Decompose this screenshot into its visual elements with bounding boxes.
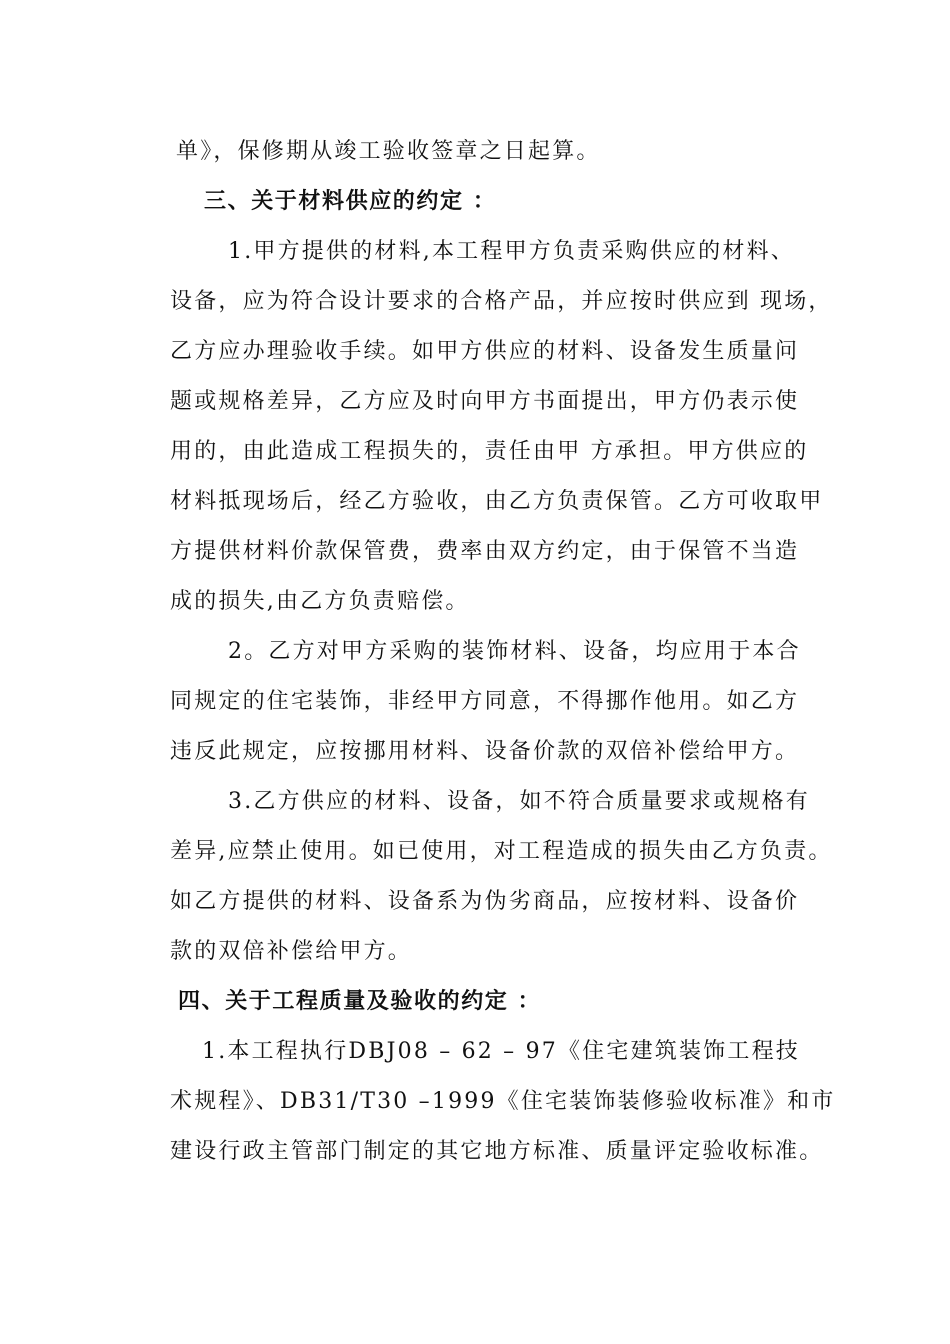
paragraph-3-2-line-1: 2。乙方对甲方采购的装饰材料、设备，均应用于本合 — [228, 639, 801, 664]
section-heading-4: 四、关于工程质量及验收的约定 ： — [178, 989, 542, 1014]
paragraph-3-1-line-7: 方提供材料价款保管费，费率由双方约定，由于保管不当造 — [170, 539, 800, 564]
paragraph-4-1-line-2: 术规程》、DB31/T30 –1999《住宅装饰装修验收标准》和市 — [170, 1089, 836, 1114]
paragraph-3-3-line-2: 差异,应禁止使用。如已使用，对工程造成的损失由乙方负责。 — [170, 839, 833, 864]
paragraph-3-3-line-1: 3.乙方供应的材料、设备，如不符合质量要求或规格有 — [228, 789, 810, 814]
paragraph-3-3-line-4: 款的双倍补偿给甲方。 — [170, 939, 413, 964]
paragraph-3-1-line-1: 1.甲方提供的材料,本工程甲方负责采购供应的材料、 — [228, 239, 795, 264]
section-heading-3: 三、关于材料供应的约定 ： — [204, 189, 497, 214]
paragraph-3-1-line-6: 材料抵现场后，经乙方验收，由乙方负责保管。乙方可收取甲 — [170, 489, 824, 514]
paragraph-3-1-line-8: 成的损失,由乙方负责赔偿。 — [170, 589, 470, 614]
text-line-1: 单》，保修期从竣工验收签章之日起算。 — [176, 139, 601, 164]
paragraph-4-1-line-3: 建设行政主管部门制定的其它地方标准、质量评定验收标准。 — [170, 1139, 824, 1164]
paragraph-3-1-line-2: 设备，应为符合设计要求的合格产品，并应按时供应到 现场， — [170, 289, 833, 314]
paragraph-3-2-line-3: 违反此规定，应按挪用材料、设备价款的双倍补偿给甲方。 — [170, 739, 800, 764]
paragraph-3-1-line-3: 乙方应办理验收手续。如甲方供应的材料、设备发生质量问 — [170, 339, 800, 364]
paragraph-3-3-line-3: 如乙方提供的材料、设备系为伪劣商品，应按材料、设备价 — [170, 889, 800, 914]
paragraph-3-1-line-4: 题或规格差异，乙方应及时向甲方书面提出，甲方仍表示使 — [170, 389, 800, 414]
paragraph-3-1-line-5: 用的，由此造成工程损失的，责任由甲 方承担。甲方供应的 — [170, 439, 809, 464]
paragraph-3-2-line-2: 同规定的住宅装饰，非经甲方同意，不得挪作他用。如乙方 — [170, 689, 800, 714]
paragraph-4-1-line-1: 1.本工程执行DBJ08 – 62 – 97《住宅建筑装饰工程技 — [202, 1039, 800, 1064]
